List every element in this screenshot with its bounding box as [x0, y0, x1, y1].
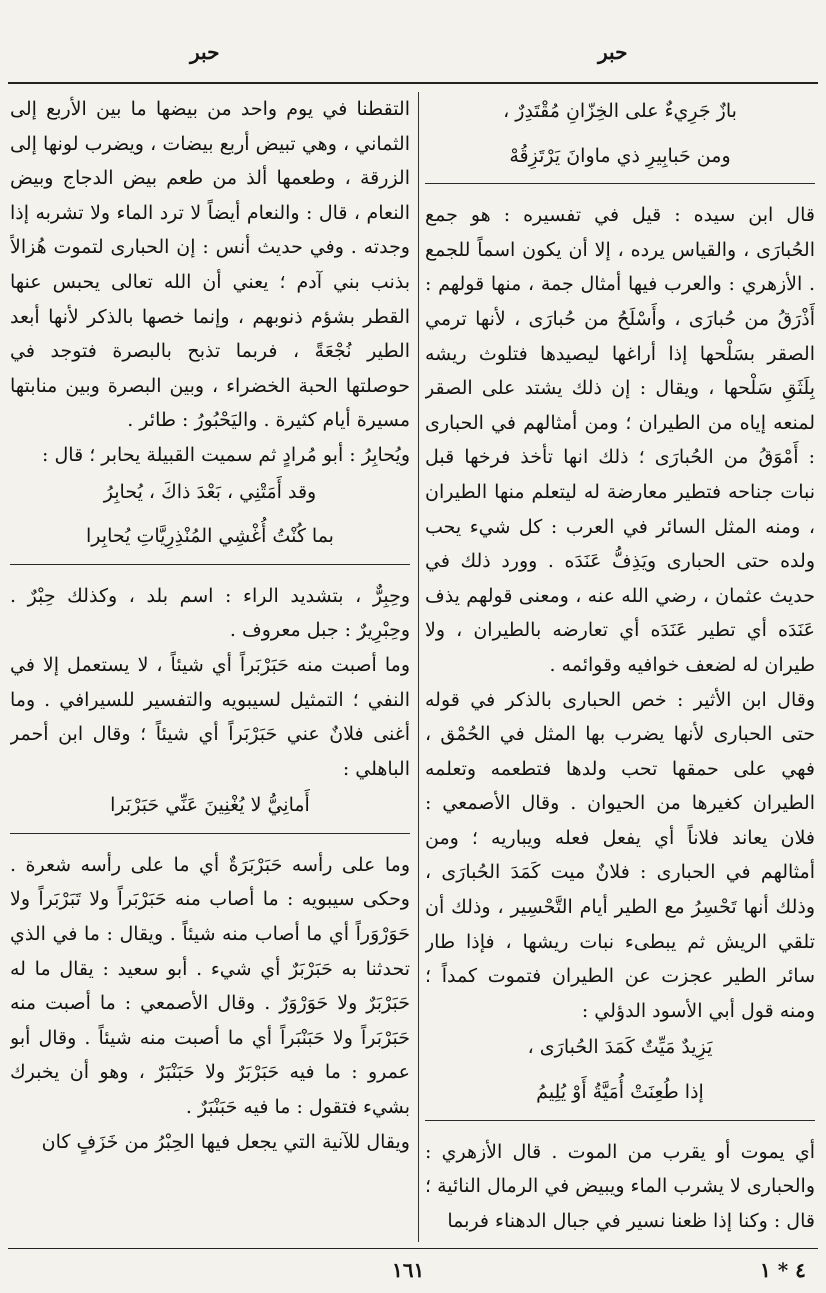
body-paragraph: وحِبِرٌّ ، بتشديد الراء : اسم بلد ، وكذلك حِبْرٌ . وحِبْرِيرٌ : جبل معروف .: [10, 584, 410, 642]
right-column: [425, 92, 815, 1237]
page-number: ١٦١: [392, 1258, 425, 1282]
body-paragraph: وما أصبت منه حَبَرْبَراً أي شيئاً ، لا يستعمل إلا في النفي ؛ التمثيل لسيبويه والتفسير للسيرافي . وما أغنى فلانٌ عني حَبَرْبَراً أي شيئاً ؛ وقال ابن أحمر الباهلي :: [10, 653, 410, 780]
verse-separator: [10, 564, 410, 573]
running-headword-right: حبر: [598, 40, 628, 64]
verse-line: بما كُنْتُ أُغْشِي المُنْذِرِيَّاتِ يُحابِرا: [86, 525, 334, 548]
body-paragraph: التقطنا في يوم واحد من بيضها ما بين الأربع إلى الثماني ، وهي تبيض أربع بيضات ، ويضرب لونها إلى الزرقة ، وطعمها ألذ من طعم بيض الدجاج وبيض النعام ، قال : والنعام أيضاً لا ترد الماء ولا تشربه إذا وجدته . وفي حديث أنس : إن الحبارى لتموت هُزالاً بذنب بني آدم ؛ يعني أن الله تعالى يحبس عنها القطر بشؤم ذنوبهم ، وإنما خصها بالذكر لأنها أبعد الطير نُجْعَةً ، فربما تذبح بالبصرة فتوجد في حوصلتها الحبة الخضراء ، وبين البصرة وبين منابتها مسيرة أيام كثيرة . واليَحْبُورُ : طائر .: [10, 98, 410, 432]
left-column: [10, 92, 410, 1237]
footer-rule: [8, 1248, 818, 1249]
verse-line: يَزِيدٌ مَيِّتٌ كَمَدَ الحُبارَى ،: [527, 1036, 713, 1059]
verse-line: بازٌ جَرِيءٌ على الخِزّانِ مُقْتَدِرٌ ،: [503, 100, 737, 122]
verse-separator: [10, 833, 410, 842]
verse-line: إذا طُعِنَتْ أُمَيَّةُ أَوْ يُلِيمُ: [536, 1081, 704, 1104]
header-rule: [8, 82, 818, 84]
verse-line: أَمانِيُّ لا يُغْنِينَ عَنِّي حَبَرْبَرا: [110, 794, 310, 817]
running-headword-left: حبر: [190, 40, 220, 64]
volume-marker: ٤ * ١: [760, 1258, 806, 1282]
verse-separator: [425, 1120, 815, 1129]
body-paragraph: قال ابن سيده : قيل في تفسيره : هو جمع الحُبارَى ، والقياس يرده ، إلا أن يكون اسماً للجمع . الأزهري : والعرب فيها أمثال جمة ، منها قولهم : أَذْرَقُ من حُبارَى ، وأَسْلَحُ من حُبارَى ، لأنها ترمي الصقر بسَلْحها إذا أراغها ليصيدها فتلوث ريشه بِلَثَقِ سَلْحها ، ويقال : إن ذلك يشتد على الصقر لمنعه إياه من الطيران ؛ ومن أمثالهم في الحبارى : أَمْوَقُ من الحُبارَى ؛ ذلك انها تأخذ فرخها قبل نبات جناحه فتطير معارضة له ليتعلم منها الطيران ، ومنه المثل السائر في العرب : كل شيء يحب ولده حتى الحبارى ويَذِفُّ عَنَدَه . وورد ذلك في حديث عثمان ، رضي الله عنه ، ومعنى قولهم يذف عَنَدَه أي تطير عَنَدَه أي تعارضه بالطيران ، ولا طيران له لضعف خوافيه وقوائمه .: [425, 204, 815, 676]
body-paragraph: وقال ابن الأثير : خص الحبارى بالذكر في قوله حتى الحبارى لأنها يضرب بها المثل في الحُمْق ، فهي على حمقها تحب ولدها فتطعمه وتعلمه الطيران كغيرها من الحيوان . وقال الأصمعي : فلان يعاند فلاناً أي يفعل فعله ويباريه ؛ ومن أمثالهم في الحبارى : فلانٌ ميت كَمَدَ الحُبارَى ، وذلك أنها تَحْسِرُ مع الطير أيام التَّحْسِير ، وذلك أن تلقي الريش ثم يبطىء نبات ريشها ، فإذا طار سائر الطير عجزت عن الطيران فتموت كمداً ؛ ومنه قول أبي الأسود الدؤلي :: [425, 688, 815, 1022]
body-paragraph: ويقال للآنية التي يجعل فيها الحِبْرُ من خَزَفٍ كان: [41, 1130, 410, 1153]
body-paragraph: أي يموت أو يقرب من الموت . قال الأزهري : والحبارى لا يشرب الماء ويبيض في الرمال النائية ؛ قال : وكنا إذا ظعنا نسير في جبال الدهناء فربما: [425, 1140, 815, 1232]
verse-line: وقد أَمَتْنِي ، بَعْدَ ذاكَ ، يُحابِرُ: [103, 480, 317, 503]
body-paragraph: ويُحابِرُ : أبو مُرادٍ ثم سميت القبيلة يحابر ؛ قال :: [42, 443, 410, 466]
column-divider: [418, 92, 419, 1242]
verse-separator: [425, 183, 815, 192]
body-paragraph: وما على رأسه حَبَرْبَرَةٌ أي ما على رأسه شعرة . وحكى سيبويه : ما أصاب منه حَبَرْبَراً ولا تَبَرْبَراً ولا حَوَرْوَراً أي ما أصاب منه شيئاً . ويقال : ما في الذي تحدثنا به حَبَرْبَرٌ أي شيء . أبو سعيد : يقال ما له حَبَرْبَرٌ ولا حَوَرْوَرٌ . وقال الأصمعي : ما أصبت منه حَبَرْبَراً ولا حَبَنْبَراً أي ما أصبت منه شيئاً . وقال أبو عمرو : ما فيه حَبَرْبَرٌ ولا حَبَنْبَرٌ ، وهو أن يخبرك بشيء فتقول : ما فيه حَبَنْبَرٌ .: [10, 853, 410, 1119]
verse-line: ومن حَبابِيرِ ذي ماوانَ يَرْتَزِقُهْ: [509, 144, 731, 167]
